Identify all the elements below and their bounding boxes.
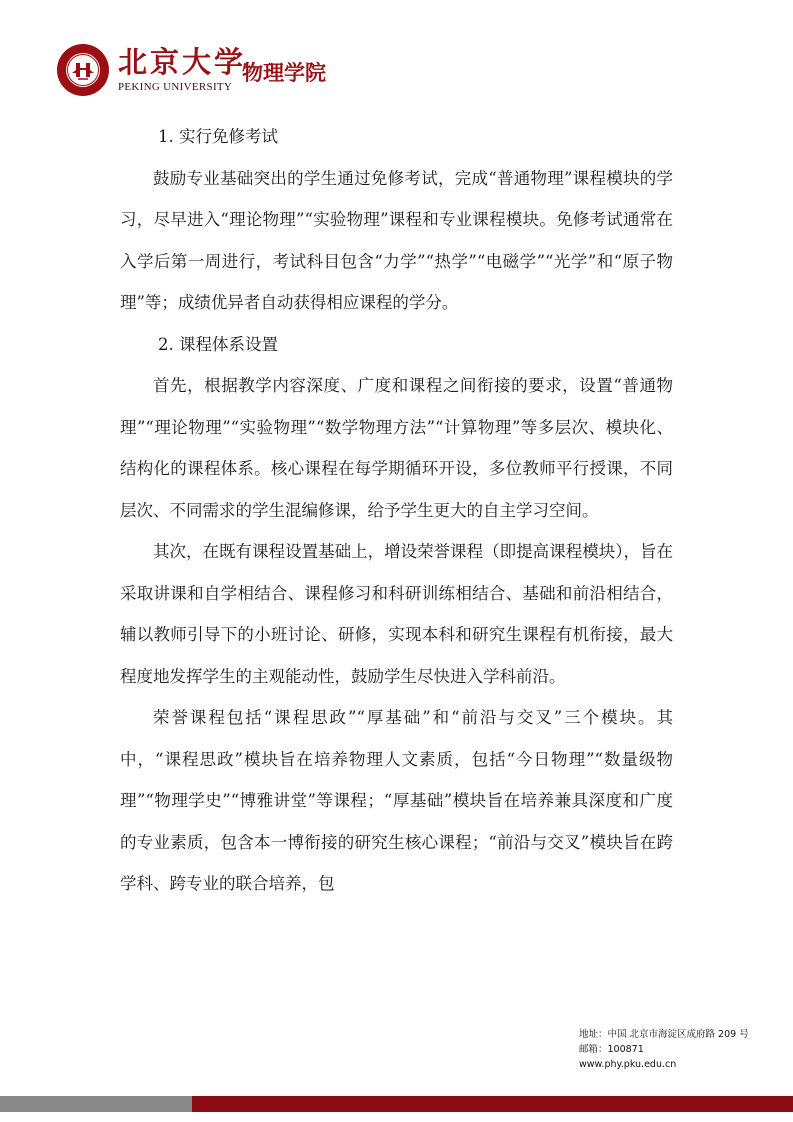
- university-name-cn: 北京大学: [118, 45, 247, 79]
- footer-postcode: 邮箱：100871: [579, 1044, 644, 1055]
- paragraph-2: 首先，根据教学内容深度、广度和课程之间衔接的要求，设置“普通物理”“理论物理”“实验物理”“数学物理方法”“计算物理”等多层次、模块化、结构化的课程体系。核心课程在每学期循环开设，多位教师平行授课，不同层次、不同需求的学生混编修课，给予学生更大的自主学习空间。: [120, 376, 673, 520]
- document-body: [120, 116, 673, 905]
- paragraph-3: 其次，在既有课程设置基础上，增设荣誉课程（即提高课程模块），旨在采取讲课和自学相结合、课程修习和科研训练相结合、基础和前沿相结合，辅以教师引导下的小班讨论、研修，实现本科和研究生课程有机衔接，最大程度地发挥学生的主观能动性，鼓励学生尽快进入学科前沿。: [120, 542, 673, 686]
- university-name-en: PEKING UNIVERSITY: [118, 81, 233, 93]
- page-header: [56, 43, 476, 99]
- footer-address: 地址：中国 北京市海淀区成府路 209 号: [579, 1029, 749, 1040]
- footer-bar-gray: [0, 1096, 192, 1112]
- paragraph-1: 鼓励专业基础突出的学生通过免修考试，完成“普通物理”课程模块的学习，尽早进入“理论物理”“实验物理”课程和专业课程模块。免修考试通常在入学后第一周进行，考试科目包含“力学”“热学”“电磁学”“光学”和“原子物理”等；成绩优异者自动获得相应课程的学分。: [120, 168, 673, 312]
- section-heading-2: 2. 课程体系设置: [158, 334, 278, 354]
- peking-university-seal-logo: [56, 43, 110, 97]
- footer-contact: [579, 1027, 779, 1072]
- department-name: 物理学院: [242, 61, 326, 85]
- section-heading-1: 1. 实行免修考试: [158, 127, 278, 146]
- paragraph-4: 荣誉课程包括“课程思政”“厚基础”和“前沿与交叉”三个模块。其中，“课程思政”模块旨在培养物理人文素质，包括“今日物理”“数量级物理”“物理学史”“博雅讲堂”等课程；“厚基础”模块旨在培养兼具深度和广度的专业素质，包含本一博衔接的研究生核心课程；“前沿与交叉”模块旨在跨学科、跨专业的联合培养，包: [120, 708, 673, 893]
- footer-bar-red: [192, 1096, 793, 1112]
- footer-website[interactable]: www.phy.pku.edu.cn: [579, 1059, 677, 1070]
